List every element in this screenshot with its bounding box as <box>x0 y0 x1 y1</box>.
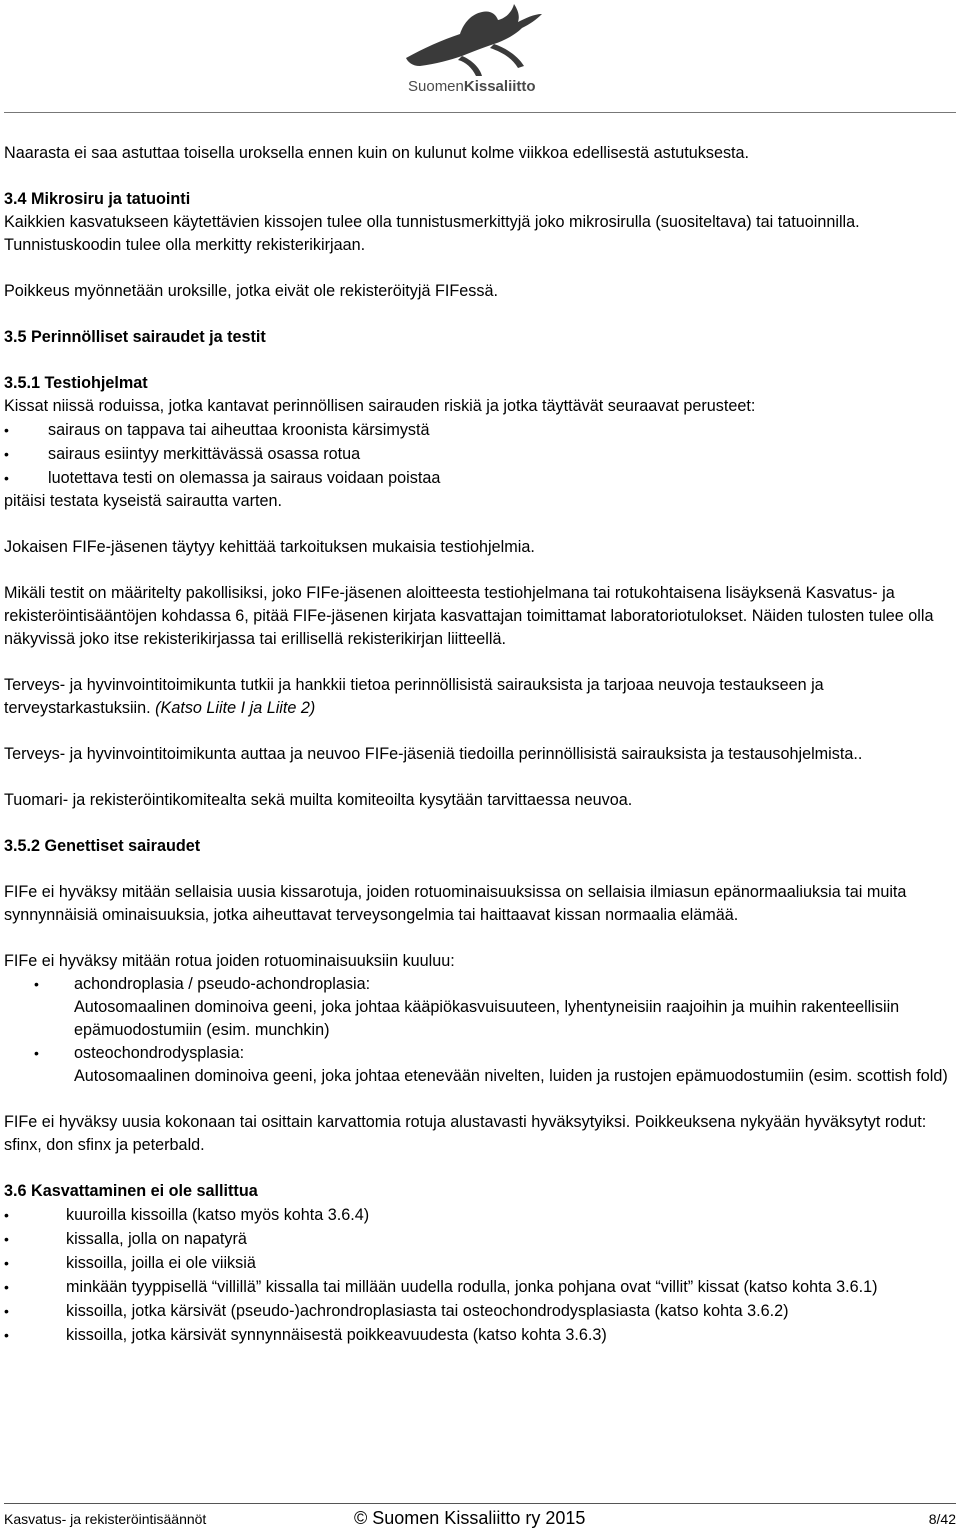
list-item: • kissoilla, jotka kärsivät (pseudo-)achrondroplasiasta tai osteochondrodysplasiasta (katso kohta 3.6.2) <box>4 1299 954 1323</box>
cat-logo-icon <box>402 0 562 80</box>
document-body <box>4 142 954 1347</box>
trait-title: • achondroplasia / pseudo-achondroplasia: <box>74 975 371 993</box>
footer-document-title: Kasvatus- ja rekisteröintisäännöt <box>4 1511 207 1527</box>
section-heading-3-6: 3.6 Kasvattaminen ei ole sallittua <box>4 1182 258 1200</box>
trait-description: Autosomaalinen dominoiva geeni, joka johtaa kääpiökasvuisuuteen, lyhentyneisiin raajoihin ja muihin rakenteellisiin epämuodostumiin (esim. munchkin) <box>74 998 900 1039</box>
section-3-4-paragraph-1: Kaikkien kasvatukseen käytettävien kissojen tulee olla tunnistusmerkittyjä joko mikrosirulla (suositeltava) tai tatuoinnilla. Tunnistuskoodin tulee olla merkitty rekisterikirjaan. <box>4 213 860 254</box>
trait-description: Autosomaalinen dominoiva geeni, joka johtaa etenevään nivelten, luiden ja rustojen epämuodostumiin (esim. scottish fold) <box>74 1067 948 1085</box>
logo-name-bold: Kissaliitto <box>463 78 536 95</box>
footer-divider <box>4 1503 956 1504</box>
list-item <box>4 973 954 1042</box>
section-3-4-paragraph-2: Poikkeus myönnetään uroksille, jotka eivät ole rekisteröityjä FIFessä. <box>4 282 498 300</box>
intro-paragraph: Naarasta ei saa astuttaa toisella uroksella ennen kuin on kulunut kolme viikkoa edellisestä astutuksesta. <box>4 144 750 162</box>
section-3-5-2-paragraph-3: FIFe ei hyväksy uusia kokonaan tai osittain karvattomia rotuja alustavasti hyväksytyiksi. Poikkeuksena nykyään hyväksytyt rodut: sfinx, don sfinx ja peterbald. <box>4 1113 927 1154</box>
list-item: • sairaus on tappava tai aiheuttaa kroonista kärsimystä <box>4 418 954 442</box>
mandatory-tests-paragraph: Mikäli testit on määritelty pakollisiksi, joko FIFe-jäsenen aloitteesta testiohjelmana tai rotukohtaisena lisäyksenä Kasvatus- ja rekisteröintisääntöjen kohdassa 6, pitää FIFe-jäsenen kirjata kasvattajan toimittamat laboratoriotulokset. Näiden tulosten tulee olla näkyvissä joko itse rekisterikirjassa tai erillisellä rekisterikirjan liitteellä. <box>4 584 934 648</box>
section-3-5-1-tail: pitäisi testata kyseistä sairautta varten. <box>4 492 283 510</box>
list-item: • kissoilla, joilla ei ole viiksiä <box>4 1251 954 1275</box>
list-item: • kissalla, jolla on napatyrä <box>4 1227 954 1251</box>
section-heading-3-5-2: 3.5.2 Genettiset sairaudet <box>4 837 201 855</box>
forbidden-traits-list <box>4 973 954 1088</box>
logo-name-regular: Suomen <box>408 78 464 95</box>
list-item: • minkään tyyppisellä “villillä” kissalla tai millään uudella rodulla, jonka pohjana ovat “villit” kissat (katso kohta 3.6.1) <box>4 1275 954 1299</box>
health-committee-text: Terveys- ja hyvinvointitoimikunta tutkii ja hankkii tietoa perinnöllisistä sairauksista ja tarjoaa neuvoja testaukseen ja terveystarkastuksiin. <box>4 676 824 717</box>
health-committee-paragraph-2: Terveys- ja hyvinvointitoimikunta auttaa ja neuvoo FIFe-jäseniä tiedoilla perinnöllisistä sairauksista ja testausohjelmista.. <box>4 745 863 763</box>
judges-paragraph: Tuomari- ja rekisteröintikomitealta sekä muilta komiteoilta kysytään tarvittaessa neuvoa. <box>4 791 633 809</box>
breeding-prohibited-list <box>4 1203 954 1347</box>
page-header <box>0 0 960 115</box>
section-3-5-2-paragraph-2: FIFe ei hyväksy mitään rotua joiden rotuominaisuuksiin kuuluu: <box>4 952 455 970</box>
trait-title: • osteochondrodysplasia: <box>74 1044 245 1062</box>
footer-copyright: © Suomen Kissaliitto ry 2015 <box>354 1508 586 1528</box>
member-paragraph: Jokaisen FIFe-jäsenen täytyy kehittää tarkoituksen mukaisia testiohjelmia. <box>4 538 535 556</box>
header-divider <box>4 112 956 113</box>
logo-wordmark <box>408 78 536 95</box>
list-item: • kuuroilla kissoilla (katso myös kohta 3.6.4) <box>4 1203 954 1227</box>
footer-page-number: 8/42 <box>928 1511 956 1527</box>
list-item <box>4 1042 954 1088</box>
health-committee-paragraph-1 <box>4 674 954 720</box>
appendix-reference: (Katso Liite I ja Liite 2) <box>155 699 316 717</box>
section-3-5-1-lead: Kissat niissä roduissa, jotka kantavat perinnöllisen sairauden riskiä ja jotka täyttävät seuraavat perusteet: <box>4 397 756 415</box>
criteria-list <box>4 418 954 490</box>
page-footer <box>4 1507 956 1531</box>
section-heading-3-5: 3.5 Perinnölliset sairaudet ja testit <box>4 328 266 346</box>
section-heading-3-5-1: 3.5.1 Testiohjelmat <box>4 374 148 392</box>
list-item: • luotettava testi on olemassa ja sairaus voidaan poistaa <box>4 466 954 490</box>
list-item: • sairaus esiintyy merkittävässä osassa rotua <box>4 442 954 466</box>
section-3-5-2-paragraph-1: FIFe ei hyväksy mitään sellaisia uusia kissarotuja, joiden rotuominaisuuksissa on sellaisia ilmiasun epänormaaliuksia tai muita synnynnäisiä ominaisuuksia, jotka aiheuttavat terveysongelmia tai haittaavat kissan normaalia elämää. <box>4 883 907 924</box>
section-heading-3-4: 3.4 Mikrosiru ja tatuointi <box>4 190 191 208</box>
list-item: • kissoilla, jotka kärsivät synnynnäisestä poikkeavuudesta (katso kohta 3.6.3) <box>4 1323 954 1347</box>
